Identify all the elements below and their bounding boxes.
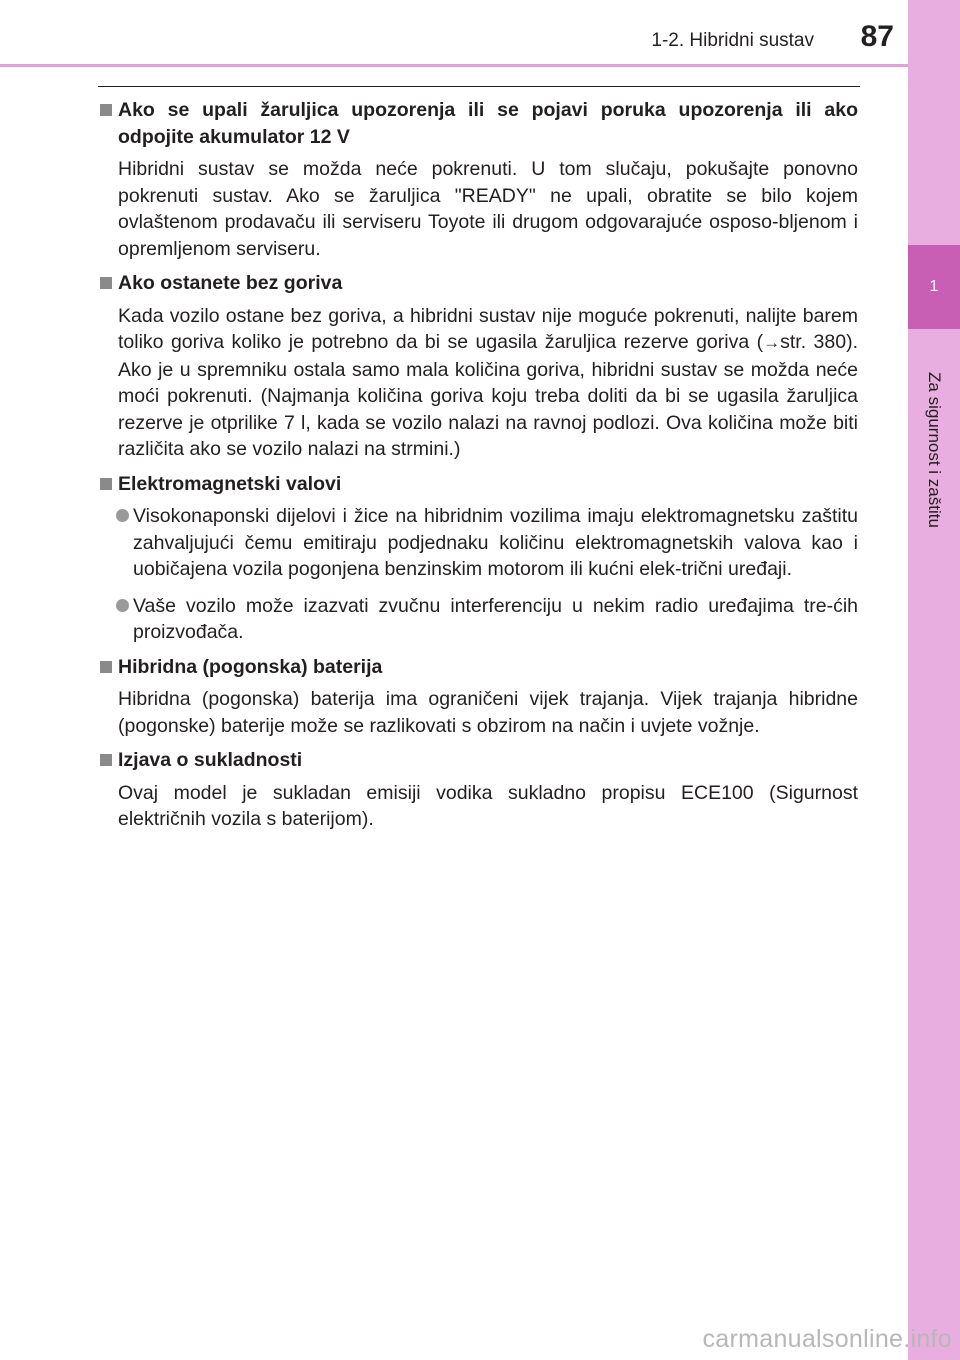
section-hybrid-battery — [98, 654, 858, 740]
square-bullet-icon — [100, 277, 112, 289]
paragraph-text-part: str. 380). Ako je u spremniku ostala samo mala količina goriva, hibridni sustav se možda neće moći pokrenuti. (Najmanja količina goriva koju treba doliti da bi se ugasila žaruljica rezerve je otprilike 7 l, kada se vozilo nalazi na ravnoj podlozi. Ova količina može biti različita ako se vozilo nalazi na strmini.) — [118, 331, 858, 460]
page-number: 87 — [860, 20, 894, 53]
bullet-item — [98, 593, 858, 646]
square-bullet-icon — [100, 104, 112, 116]
arrow-right-icon: → — [763, 333, 781, 352]
circle-bullet-icon — [116, 599, 129, 612]
section-heading-text: Izjava o sukladnosti — [118, 749, 303, 771]
square-bullet-icon — [100, 478, 112, 490]
section-paragraph: Ovaj model je sukladan emisiji vodika sukladno propisu ECE100 (Sigurnost električnih vozila s baterijom). — [118, 781, 858, 830]
section-heading-text: Ako se upali žaruljica upozorenja ili se pojavi poruka upozorenja ili ako odpojite akumulator 12 V — [118, 99, 858, 148]
section-electromagnetic-waves — [98, 471, 858, 646]
paragraph-text-part: Kada vozilo ostane bez goriva, a hibridni sustav nije moguće pokrenuti, nalijte barem toliko goriva koliko je potrebno da bi se ugasila žaruljica rezerve goriva ( — [118, 304, 858, 353]
header-rule — [0, 64, 908, 67]
page-content — [98, 97, 858, 841]
section-heading — [98, 654, 858, 681]
section-heading-text: Elektromagnetski valovi — [118, 472, 342, 495]
section-title: 1-2. Hibridni sustav — [651, 30, 814, 51]
chapter-number-box — [908, 245, 960, 329]
section-heading — [98, 747, 858, 774]
chapter-number: 1 — [929, 278, 939, 295]
section-out-of-fuel — [98, 270, 858, 463]
bullet-text: Visokonaponski dijelovi i žice na hibridnim vozilima imaju elektromagnetsku zaštitu zahvaljujući čemu emitiraju podjednaku količinu elektromagnetskih valova kao i uobičajena vozila pogonjena benzinskim motorom ili kućni elek-trični uređaji. — [133, 505, 858, 580]
section-warning-light — [98, 97, 858, 262]
section-heading-text: Ako ostanete bez goriva — [118, 272, 343, 294]
bullet-text: Vaše vozilo može izazvati zvučnu interferenciju u nekim radio uređajima tre-ćih proizvođača. — [133, 594, 858, 643]
page-header — [0, 0, 960, 70]
content-top-rule — [98, 86, 860, 87]
square-bullet-icon — [100, 661, 112, 673]
section-paragraph — [98, 303, 858, 463]
section-heading — [98, 270, 858, 297]
circle-bullet-icon — [116, 509, 129, 522]
section-paragraph: Hibridna (pogonska) baterija ima ograničeni vijek trajanja. Vijek trajanja hibridne (pogonske) baterije može se razlikovati s obzirom na način i uvjete vožnje. — [118, 688, 858, 737]
chapter-side-tab — [908, 0, 960, 1360]
section-heading-text: Hibridna (pogonska) baterija — [118, 655, 383, 678]
bullet-item — [98, 503, 858, 583]
chapter-title: Za sigurnost i zaštitu — [925, 372, 944, 528]
section-heading — [98, 471, 858, 498]
watermark: carmanualsonline.info — [702, 1325, 952, 1353]
section-heading — [98, 97, 858, 150]
section-declaration-of-conformity — [98, 747, 858, 833]
section-paragraph: Hibridni sustav se možda neće pokrenuti. U tom slučaju, pokušajte ponovno pokrenuti sustav. Ako se žaruljica "READY" ne upali, obratite se bilo kojem ovlaštenom prodavaču ili serviseru Toyote ili drugom odgovarajuće osposo-bljenom i opremljenom serviseru. — [118, 158, 858, 260]
square-bullet-icon — [100, 754, 112, 766]
